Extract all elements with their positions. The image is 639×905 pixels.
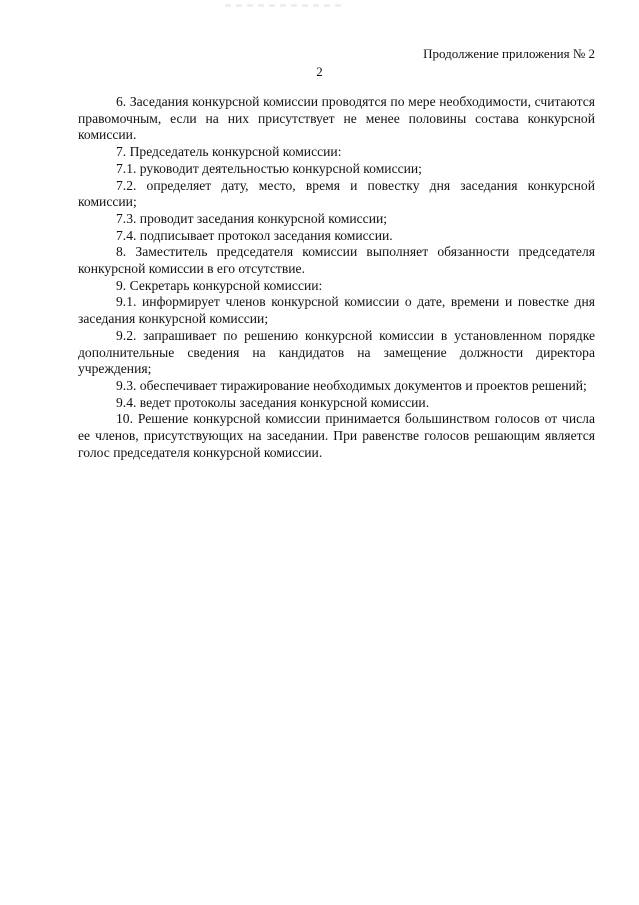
paragraph-10: 10. Решение конкурсной комиссии принимается большинством голосов от числа ее членов, присутствующих на заседании. При равенстве голосов решающим является голос председателя конкурсной комиссии. <box>78 411 595 460</box>
paragraph-7-2: 7.2. определяет дату, место, время и повестку дня заседания конкурсной комиссии; <box>78 177 595 210</box>
paragraph-7-4: 7.4. подписывает протокол заседания комиссии. <box>116 227 393 243</box>
paragraph-8: 8. Заместитель председателя комиссии выполняет обязанности председателя конкурсной комиссии в его отсутствие. <box>78 244 595 277</box>
paragraph-7-1: 7.1. руководит деятельностью конкурсной комиссии; <box>116 160 422 176</box>
appendix-continuation-note: Продолжение приложения № 2 <box>423 46 595 61</box>
paragraph-7-3: 7.3. проводит заседания конкурсной комиссии; <box>116 210 388 226</box>
page-number: 2 <box>316 64 323 79</box>
paragraph-9-1: 9.1. информирует членов конкурсной комиссии о дате, времени и повестке дня заседания конкурсной комиссии; <box>78 294 595 327</box>
paragraph-9-4: 9.4. ведет протоколы заседания конкурсной комиссии. <box>116 394 430 410</box>
paragraph-6: 6. Заседания конкурсной комиссии проводятся по мере необходимости, считаются правомочным, если на них присутствует не менее половины состава конкурсной комиссии. <box>78 94 595 143</box>
paragraph-9: 9. Секретарь конкурсной комиссии: <box>116 277 323 293</box>
scan-artifact <box>225 4 345 7</box>
paragraph-9-2: 9.2. запрашивает по решению конкурсной комиссии в установленном порядке дополнительные сведения на кандидатов на замещение должности директора учреждения; <box>78 327 595 377</box>
paragraph-9-3: 9.3. обеспечивает тиражирование необходимых документов и проектов решений; <box>116 377 587 393</box>
document-body <box>78 94 595 461</box>
paragraph-7: 7. Председатель конкурсной комиссии: <box>116 144 342 160</box>
